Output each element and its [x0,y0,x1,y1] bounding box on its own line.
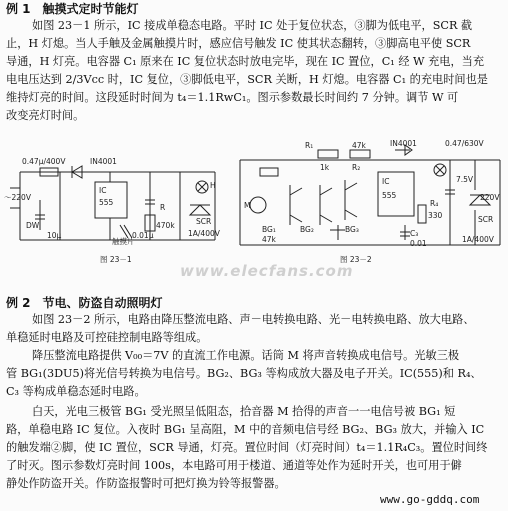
fig2-label-cap: 0.47/630V [445,139,484,148]
fig1-label-h: H [210,181,216,190]
fig2-label-75v: 7.5V [456,175,474,184]
section1-line-3: 导通，H 灯亮。电容器 C₁ 原来在 IC 复位状态时放电完毕，现在 IC 置位，C₁ 经 W 充电，当充 [6,55,485,68]
fig2-caption: 图 23－2 [340,255,372,264]
fig2-label-m: M [244,201,251,210]
section1-line-4: 电电压达到 2/3Vcc 时，IC 复位，③脚低电平，SCR 关断，H 灯熄。电容器 C₁ 的充电时间也是 [6,73,488,86]
fig2-label-1k: 1k [320,163,330,172]
fig2-label-220v: 220V [480,193,500,202]
fig2-label-scr: SCR [478,215,494,224]
fig2-label-47k-b: 47k [262,235,276,244]
section1-line-5: 维持灯亮的时间。这段延时时间为 t₄＝1.1RwC₁。图示参数最长时间约 7 分钟。调节 W 可 [6,91,459,104]
fig1-caption: 图 23－1 [100,255,132,264]
section2-line-9: 了时灭。图示参数灯亮时间 100s，本电路可用于楼道、通道等处作为延时开关，也可用于僻 [6,459,462,472]
fig2-label-1a: 1A/400V [462,235,494,244]
fig1-label-r: R [160,203,166,212]
section2-line-1: 如图 23－2 所示，电路由降压整流电路、声－电转换电路、光－电转换电路、放大电路、 [32,313,475,326]
fig1-label-ic: IC [99,186,107,195]
fig1-label-dw: DW [26,221,40,230]
fig2-label-47k: 47k [352,141,366,150]
fig2-label-r4: R₄ [430,199,439,208]
fig1-label-ac: ～220V [4,193,31,202]
section1-line-1: 如图 23－1 所示，IC 接成单稳态电路。平时 IC 处于复位状态，③脚为低电平，SCR 截 [32,19,473,32]
fig1-label-470k: 470k [156,221,175,230]
figure2-schematic [240,145,500,245]
fig1-label-diode: IN4001 [90,157,117,166]
section2-line-4: 管 BG₁(3DU5)将光信号转换为电信号。BG₂、BG₃ 等构成放大器及电子开关。IC(555)和 R₄、 [6,367,482,380]
fig1-label-10u: 10μ [47,231,62,240]
fig2-label-bg3: BG₃ [345,225,359,234]
fig1-label-cap: 0.47μ/400V [22,157,66,166]
fig2-label-555: 555 [382,191,397,200]
section2-line-2: 单稳延时电路及可控硅控制电路等组成。 [6,331,208,344]
section2-line-7: 路，单稳电路 IC 复位。入夜时 BG₁ 呈高阻，M 中的音频电信号经 BG₂、BG₃ 放大，并输入 IC [6,423,485,436]
footer-url: www.go-gddq.com [380,493,480,506]
fig2-label-r1: R₁ [305,141,314,150]
section2-line-3: 降压整流电路提供 V₀₀＝7V 的直流工作电源。话筒 M 将声音转换成电信号。光敏三极 [32,349,460,362]
fig2-label-bg2: BG₂ [300,225,314,234]
fig1-label-scr: SCR [196,217,212,226]
fig1-label-555: 555 [99,198,114,207]
section1-line-2: 止，H 灯熄。当人手触及金属触摸片时，感应信号触发 IC 使其状态翻转，③脚高电平使 SCR [6,37,471,50]
fig1-label-1a: 1A/400V [188,229,220,238]
fig2-label-ic: IC [382,177,390,186]
fig1-label-001u: 0.01μ [132,231,154,240]
fig1-label-touchpad: 触摸片 [112,237,135,246]
section2-line-6: 白天，光电三极管 BG₁ 受光照呈低阻态，拾音器 M 拾得的声音一一电信号被 BG₁ 短 [32,405,456,418]
fig2-label-330: 330 [428,211,443,220]
section1-heading: 例 1 触摸式定时节能灯 [6,2,139,16]
fig2-label-r2: R₂ [352,163,361,172]
fig2-label-001: 0.01 [410,239,427,248]
watermark-text: www.elecfans.com [180,262,354,280]
section2-line-5: C₃ 等构成单稳态延时电路。 [6,385,146,398]
fig2-label-bg1: BG₁ [262,225,276,234]
section2-line-10: 静处作防盗开关。作防盗报警时可把灯换为铃等报警器。 [6,477,286,490]
section2-heading: 例 2 节电、防盗自动照明灯 [6,296,163,310]
section2-line-8: 的触发端②脚，使 IC 置位，SCR 导通，灯亮。置位时间（灯亮时间）t₄＝1.1R₄C₃。置位时间终 [6,441,488,454]
section1-line-6: 改变亮灯时间。 [6,109,85,122]
fig2-label-c3: C₃ [410,229,419,238]
fig2-label-diode: IN4001 [390,139,417,148]
